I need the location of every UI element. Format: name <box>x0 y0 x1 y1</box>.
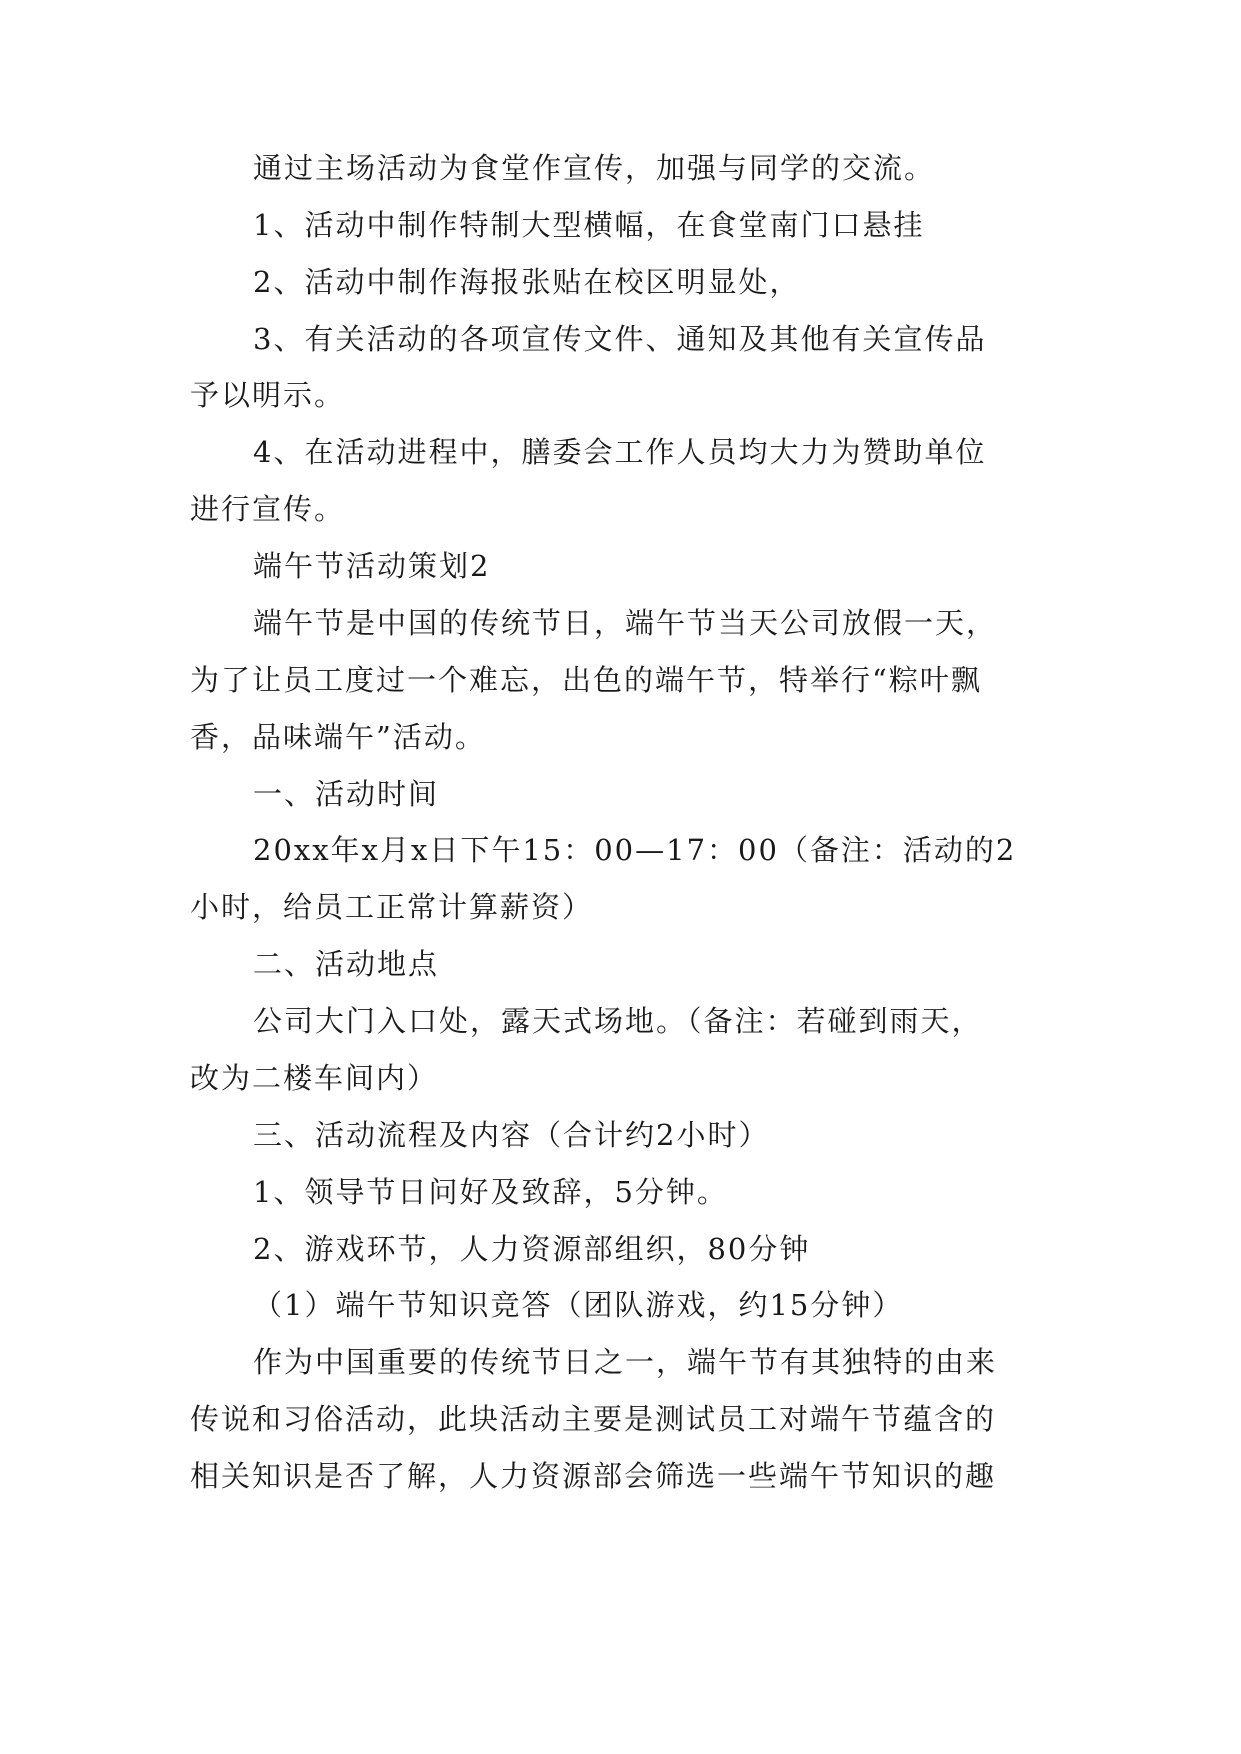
list-item: 3、有关活动的各项宣传文件、通知及其他有关宣传品 <box>253 322 987 356</box>
section-heading: 一、活动时间 <box>253 777 440 811</box>
list-item: 2、游戏环节，人力资源部组织，80分钟 <box>253 1232 811 1266</box>
paragraph-line: 为了让员工度过一个难忘，出色的端午节，特举行“粽叶飘 <box>190 663 982 697</box>
paragraph-line: 改为二楼车间内） <box>190 1061 439 1095</box>
paragraph-line: 通过主场活动为食堂作宣传，加强与同学的交流。 <box>253 151 936 185</box>
paragraph-line: 进行宣传。 <box>190 492 346 526</box>
sub-list-item: （1）端午节知识竞答（团队游戏，约15分钟） <box>253 1288 904 1322</box>
paragraph-line: 20xx年x月x日下午15：00—17：00（备注：活动的2 <box>253 833 1017 867</box>
list-item: 1、活动中制作特制大型横幅，在食堂南门口悬挂 <box>253 208 925 242</box>
paragraph-line: 香，品味端午”活动。 <box>190 720 486 754</box>
paragraph-line: 传说和习俗活动，此块活动主要是测试员工对端午节蕴含的 <box>190 1402 997 1436</box>
paragraph-line: 予以明示。 <box>190 378 346 412</box>
section-heading: 端午节活动策划2 <box>253 549 491 583</box>
list-item: 2、活动中制作海报张贴在校区明显处， <box>253 265 801 299</box>
paragraph-line: 作为中国重要的传统节日之一，端午节有其独特的由来 <box>253 1345 998 1379</box>
paragraph-line: 端午节是中国的传统节日，端午节当天公司放假一天， <box>253 606 998 640</box>
section-heading: 三、活动流程及内容（合计约2小时） <box>253 1118 770 1152</box>
list-item: 1、领导节日问好及致辞，5分钟。 <box>253 1175 728 1209</box>
section-heading: 二、活动地点 <box>253 947 440 981</box>
paragraph-line: 公司大门入口处，露天式场地。（备注：若碰到雨天， <box>253 1004 983 1038</box>
paragraph-line: 小时，给员工正常计算薪资） <box>190 890 594 924</box>
list-item: 4、在活动进程中，膳委会工作人员均大力为赞助单位 <box>253 435 987 469</box>
paragraph-line: 相关知识是否了解，人力资源部会筛选一些端午节知识的趣 <box>190 1459 997 1493</box>
